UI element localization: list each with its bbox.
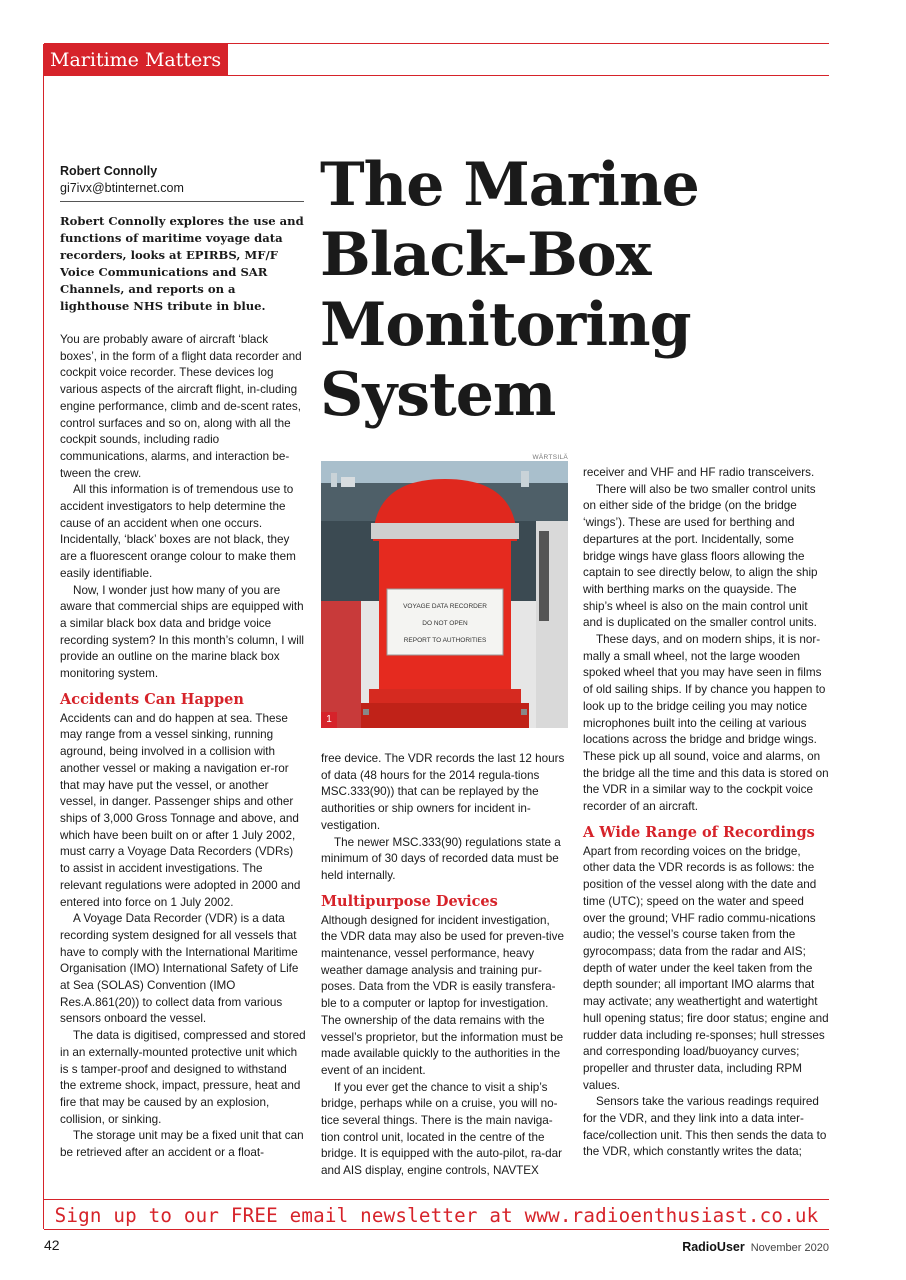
vdr-label-line: REPORT TO AUTHORITIES	[403, 637, 487, 644]
paragraph: There will also be two smaller control units on either side of the bridge (on the bridge ‘wings’). These are used for berthing and departures at the port. Incidentally, some bridge wings have glass floors allowing the captain to see directly below, to align the ship with berthing marks on the quayside. The ship’s wheel is also on the main control unit and is duplicated on the smaller control units.	[583, 482, 818, 630]
magazine-name: RadioUser	[682, 1240, 745, 1254]
vdr-photo	[321, 461, 568, 728]
article-column-1	[60, 332, 306, 1162]
footer-rule-bottom	[44, 1229, 829, 1230]
author-divider	[60, 201, 304, 202]
author-name: Robert Connolly	[60, 164, 158, 178]
paragraph: Although designed for incident investigation, the VDR data may also be used for preven-tive maintenance, vessel performance, heavy weather damage analysis and training pur-poses. Data from the VDR is easily transfera-ble to a computer or laptop for investigation. The ownership of the data remains with the vessel’s proprietor, but the information must be made available quickly to the authorities in the event of an incident.	[321, 913, 564, 1077]
article-column-2	[321, 751, 568, 1180]
photo-number-badge: 1	[321, 712, 337, 728]
subheading: A Wide Range of Recordings	[583, 823, 815, 841]
vdr-label-line: VOYAGE DATA RECORDER	[403, 603, 487, 610]
paragraph: Accidents can and do happen at sea. These may range from a vessel sinking, running aground, being involved in a collision with another vessel or making a navigation er-ror that may have put the vessel, or another vessel, in danger. Passenger ships and other ships of 3,000 Gross Tonnage and above, and which have been built on or after 1 July 2002, must carry a Voyage Data Recorders (VDRs) to assist in accident investigations. The relevant regulations were adopted in 2000 and entered into force on 1 July 2002.	[60, 711, 301, 909]
subheading: Multipurpose Devices	[321, 892, 498, 910]
newsletter-banner[interactable]: Sign up to our FREE email newsletter at www.radioenthusiast.co.uk	[54, 1204, 819, 1227]
article-title	[320, 150, 840, 430]
magazine-footer	[682, 1240, 829, 1254]
subheading: Accidents Can Happen	[60, 690, 244, 708]
left-margin-rule	[43, 44, 44, 1229]
article-column-3	[583, 465, 829, 1161]
title-line: System	[320, 360, 556, 430]
paragraph: The data is digitised, compressed and stored in an externally-mounted protective unit which is s tamper-proof and designed to withstand the extreme shock, impact, pressure, heat and fire that may be caused by an explosion, collision, or sinking.	[60, 1029, 306, 1126]
title-line: Black-Box	[320, 220, 651, 290]
paragraph: All this information is of tremendous use to accident investigators to help determine the cause of an accident when one occurs. Incidentally, ‘black’ boxes are not black, they are a fluorescent orange colour to make them easily identifiable.	[60, 483, 296, 580]
vdr-capsule-illustration	[321, 461, 568, 728]
page-number: 42	[44, 1237, 60, 1253]
photo-credit: WÄRTSILÄ	[532, 454, 568, 461]
paragraph: These days, and on modern ships, it is nor-mally a small wheel, not the large wooden spoked wheel that you may have seen in films of old sailing ships. If by chance you happen to look up to the bridge ceiling you may notice microphones built into the ceiling at various locations across the bridge and bridge wings. These pick up all sound, voice and alarms, on the bridge all the time and this data is stored on the VDR in a similar way to the cockpit voice recorder of an aircraft.	[583, 633, 829, 814]
paragraph: The newer MSC.333(90) regulations state a minimum of 30 days of recorded data must be held internally.	[321, 835, 561, 882]
standfirst: Robert Connolly explores the use and functions of maritime voyage data recorders, looks at EPIRBS, MF/F Voice Communications and SAR Channels, and reports on a lighthouse NHS tribute in blue.	[60, 214, 304, 313]
section-banner: Maritime Matters	[44, 44, 228, 76]
paragraph: The storage unit may be a fixed unit that can be retrieved after an accident or a float-	[60, 1129, 304, 1160]
paragraph: Apart from recording voices on the bridge, other data the VDR records is as follows: the position of the vessel along with the date and time (UTC); speed on the water and speed over the ground; VHF radio commu-nications audio; the vessel’s course taken from the gyrocompass; data from the radar and AIS; depth of water under the keel taken from the depth sounder; all important IMO alarms that may activate; any weathertight and watertight hull opening status; fire door status; engine and rudder data including re-sponses; hull stresses and corresponding load/buoyancy curves; propeller and thruster data, including RPM values.	[583, 844, 829, 1092]
paragraph: receiver and VHF and HF radio transceivers.	[583, 466, 815, 479]
paragraph: If you ever get the chance to visit a ship’s bridge, perhaps while on a cruise, you will no-tice several things. There is the main naviga-tion control unit, located in the centre of the bridge. It is equipped with the auto-pilot, ra-dar and AIS display, engine controls, NAVTEX	[321, 1080, 563, 1178]
author-email[interactable]: gi7ivx@btinternet.com	[60, 181, 184, 195]
vdr-label-line: DO NOT OPEN	[422, 620, 468, 627]
paragraph: A Voyage Data Recorder (VDR) is a data recording system designed for all vessels that have to comply with the International Maritime Organisation (IMO) International Safety of Life at Sea (SOLAS) Convention (IMO Res.A.861(20)) to collect data from various sensors onboard the vessel.	[60, 912, 299, 1026]
paragraph: Now, I wonder just how many of you are aware that commercial ships are equipped with a similar black box data and bridge voice recording system? In this month’s column, I will provide an outline on the marine black box monitoring system.	[60, 583, 305, 681]
title-line: The Marine	[320, 150, 699, 220]
paragraph: free device. The VDR records the last 12 hours of data (48 hours for the 2014 regula-tions MSC.333(90)) that can be replayed by the authorities or ship owners for incident in-vestigation.	[321, 752, 565, 832]
title-line: Monitoring	[320, 290, 691, 360]
paragraph: Sensors take the various readings required for the VDR, and they link into a data inter-face/collection unit. This then sends the data to the VDR, which constantly writes the data;	[583, 1095, 827, 1159]
footer-rule-top	[44, 1199, 829, 1200]
paragraph: You are probably aware of aircraft ‘black boxes’, in the form of a flight data recorder and cockpit voice recorder. These devices log various aspects of the aircraft flight, in-cluding engine performance, climb and de-scent rates, control surfaces and so on, along with all the cockpit sounds, including radio communications, alarms, and interaction be-tween the crew.	[60, 333, 302, 480]
issue-date: November 2020	[750, 1242, 829, 1254]
